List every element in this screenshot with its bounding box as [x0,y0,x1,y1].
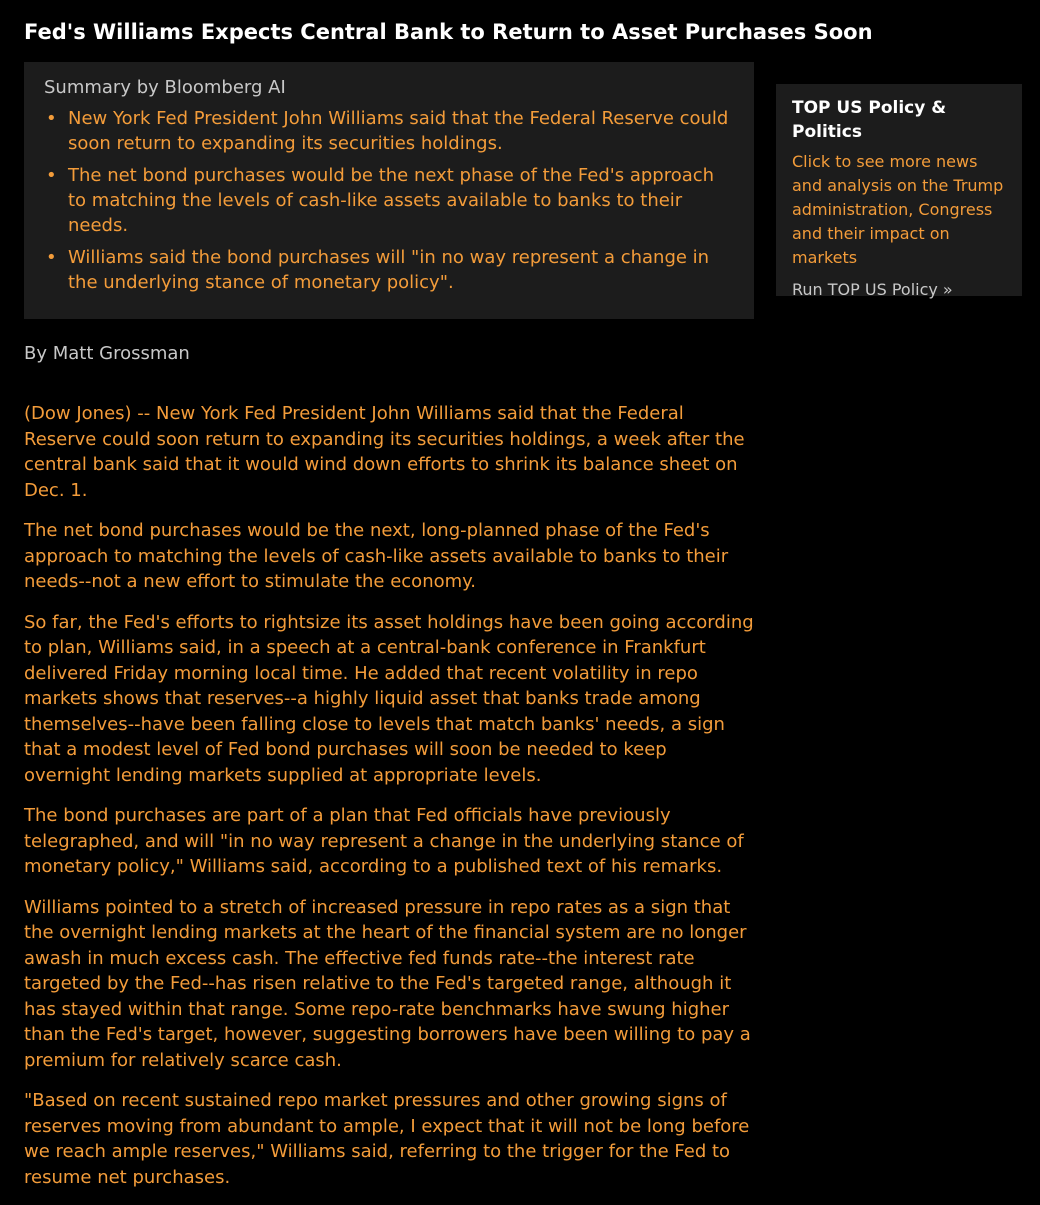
ai-summary-box [24,62,754,319]
bullet-icon: • [46,108,57,129]
article-body [24,401,758,1205]
summary-bullet [44,106,734,156]
article-paragraph: So far, the Fed's efforts to rightsize its asset holdings have been going according to plan, Williams said, in a speech at a central-bank conference in Frankfurt delivered Friday morning local time. He added that recent volatility in repo markets shows that reserves--a highly liquid asset that banks trade among themselves--have been falling close to levels that match banks' needs, a sign that a modest level of Fed bond purchases will soon be needed to keep overnight lending markets supplied at appropriate levels. [24,611,754,786]
run-top-us-policy-link[interactable]: Run TOP US Policy » [792,280,953,299]
article-paragraph: Williams pointed to a stretch of increased pressure in repo rates as a sign that the overnight lending markets at the heart of the financial system are no longer awash in much excess cash. The effective fed funds rate--the interest rate targeted by the Fed--has risen relative to the Fed's targeted range, although it has stayed within that range. Some repo-rate benchmarks have swung higher than the Fed's target, however, suggesting borrowers have been willing to pay a premium for relatively scarce cash. [24,896,751,1071]
summary-bullet [44,163,734,238]
article-paragraph: The bond purchases are part of a plan that Fed officials have previously telegraphed, and will "in no way represent a change in the underlying stance of monetary policy," Williams said, according to a published text of his remarks. [24,805,744,877]
summary-bullet-text: Williams said the bond purchases will "in no way represent a change in the underlying stance of monetary policy". [68,247,710,293]
summary-list [44,106,734,295]
sidebar-description[interactable]: Click to see more news and analysis on the Trump administration, Congress and their impact on markets [792,152,1004,267]
byline: By Matt Grossman [24,343,190,364]
article-paragraph: "Based on recent sustained repo market pressures and other growing signs of reserves moving from abundant to ample, I expect that it will not be long before we reach ample reserves," Williams said, referring to the trigger for the Fed to resume net purchases. [24,1090,750,1188]
summary-bullet-text: The net bond purchases would be the next phase of the Fed's approach to matching the levels of cash-like assets available to banks to their needs. [68,165,715,236]
summary-bullet [44,245,734,295]
bullet-icon: • [46,165,57,186]
summary-bullet-text: New York Fed President John Williams said that the Federal Reserve could soon return to expanding its securities holdings. [68,108,729,154]
article-headline: Fed's Williams Expects Central Bank to Return to Asset Purchases Soon [24,20,873,44]
summary-title: Summary by Bloomberg AI [44,77,286,98]
bullet-icon: • [46,247,57,268]
sidebar-title[interactable]: TOP US Policy & Politics [792,98,947,142]
article-paragraph: The net bond purchases would be the next, long-planned phase of the Fed's approach to matching the levels of cash-like assets available to banks to their needs--not a new effort to stimulate the economy. [24,520,729,592]
top-us-policy-panel [776,84,1022,299]
article-paragraph: (Dow Jones) -- New York Fed President John Williams said that the Federal Reserve could soon return to expanding its securities holdings, a week after the central bank said that it would wind down efforts to shrink its balance sheet on Dec. 1. [24,403,745,501]
